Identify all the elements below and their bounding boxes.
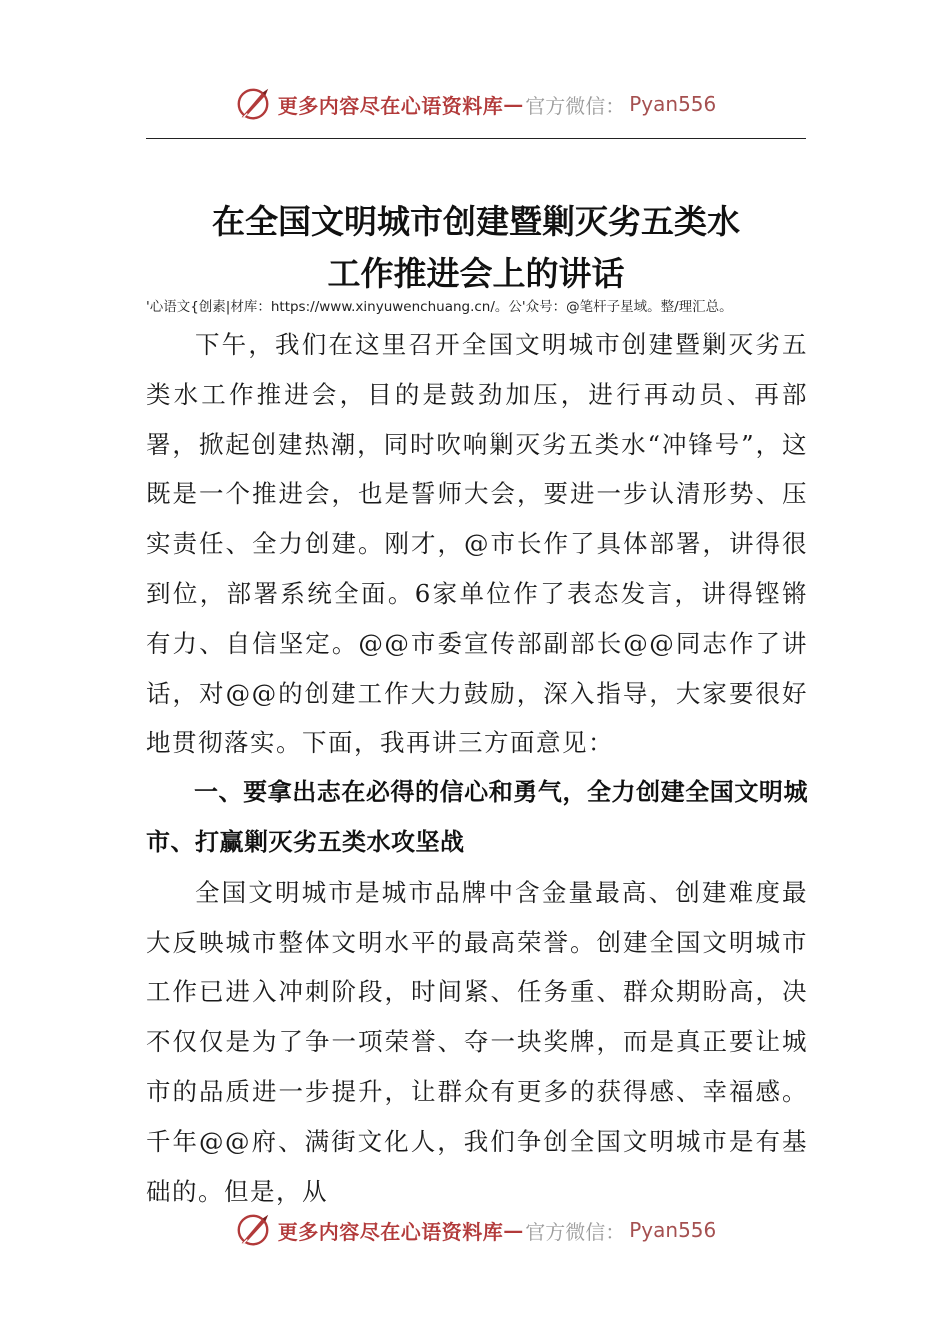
source-attribution: '心语文{创素|材库：https://www.xinyuwenchuang.cn/。公'众号：@笔杆子星域。整/理汇总。 bbox=[146, 299, 733, 315]
title-line-2: 工作推进会上的讲话 bbox=[327, 254, 625, 293]
header-divider bbox=[146, 138, 806, 139]
quill-pen-logo-icon bbox=[234, 85, 272, 123]
body-paragraph: 全国文明城市是城市品牌中含金量最高、创建难度最大反映城市整体文明水平的最高荣誉。创建全国文明城市工作已进入冲刺阶段，时间紧、任务重、群众期盼高，决不仅仅是为了争一项荣誉、夺一块奖牌，而是真正要让城市的品质进一步提升，让群众有更多的获得感、幸福感。千年@@府、满街文化人，我们争创全国文明城市是有基础的。但是，从 bbox=[146, 877, 808, 1206]
banner-official-label: 官方微信： bbox=[525, 1219, 626, 1244]
banner-brand-text: 更多内容尽在心语资料库 bbox=[277, 1219, 504, 1244]
document-body bbox=[146, 320, 808, 1216]
banner-separator: — bbox=[503, 92, 524, 116]
title-line-1: 在全国文明城市创建暨剿灭劣五类水 bbox=[212, 202, 740, 241]
banner-brand-text: 更多内容尽在心语资料库 bbox=[277, 93, 504, 118]
footer-banner bbox=[0, 1210, 950, 1250]
header-banner bbox=[0, 84, 950, 124]
body-paragraph: 下午，我们在这里召开全国文明城市创建暨剿灭劣五类水工作推进会，目的是鼓劲加压，进行再动员、再部署，掀起创建热潮，同时吹响剿灭劣五类水“冲锋号”，这既是一个推进会，也是誓师大会，要进一步认清形势、压实责任、全力创建。刚才，@市长作了具体部署，讲得很到位，部署系统全面。6家单位作了表态发言，讲得铿锵有力、自信坚定。@@市委宣传部副部长@@同志作了讲话，对@@的创建工作大力鼓励，深入指导，大家要很好地贯彻落实。下面，我再讲三方面意见： bbox=[146, 330, 808, 758]
banner-wechat-id: Pyan556 bbox=[629, 92, 717, 116]
section-heading: 一、要拿出志在必得的信心和勇气，全力创建全国文明城市、打赢剿灭劣五类水攻坚战 bbox=[146, 778, 808, 856]
quill-pen-logo-icon bbox=[234, 1211, 272, 1249]
banner-separator: — bbox=[503, 1218, 524, 1242]
document-title bbox=[146, 196, 806, 300]
banner-wechat-id: Pyan556 bbox=[629, 1218, 717, 1242]
banner-official-label: 官方微信： bbox=[525, 93, 626, 118]
